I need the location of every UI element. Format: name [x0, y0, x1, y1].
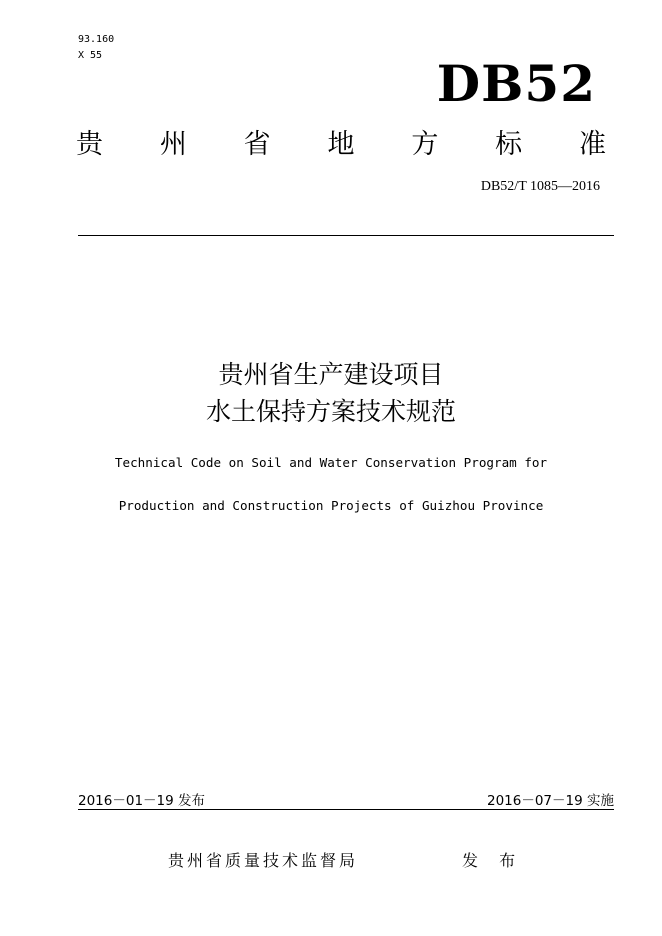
dates-row — [78, 791, 614, 811]
implementation-date: 2016－07－19 实施 — [486, 793, 614, 809]
standard-type-char: 准 — [578, 129, 606, 160]
standard-type-char: 州 — [159, 129, 187, 160]
top-divider — [78, 235, 614, 236]
issue-label: 发 布 — [462, 851, 524, 870]
chinese-title-line-2: 水土保持方案技术规范 — [205, 397, 456, 426]
chinese-title-line-1: 贵州省生产建设项目 — [218, 360, 444, 389]
classification-codes — [78, 32, 114, 64]
standard-type — [76, 128, 606, 162]
bottom-divider — [78, 809, 614, 810]
release-date: 2016－01－19 发布 — [78, 793, 206, 809]
english-title-line-1: Technical Code on Soil and Water Conservation Program for — [114, 455, 548, 470]
standard-type-char: 省 — [243, 129, 271, 160]
ccs-code: X 55 — [78, 50, 103, 61]
issuing-authority: 贵州省质量技术监督局 — [168, 851, 359, 870]
db-code: DB52 — [436, 54, 596, 113]
standard-number: DB52/T 1085—2016 — [480, 179, 600, 194]
english-title-line-2: Production and Construction Projects of Guizhou Province — [118, 498, 544, 513]
chinese-title — [0, 356, 662, 430]
english-title — [0, 452, 662, 517]
standard-type-char: 贵 — [76, 129, 103, 160]
standard-type-char: 方 — [411, 129, 439, 160]
standard-type-char: 地 — [327, 129, 355, 160]
ics-code: 93.160 — [78, 34, 115, 45]
standard-type-char: 标 — [495, 129, 523, 160]
